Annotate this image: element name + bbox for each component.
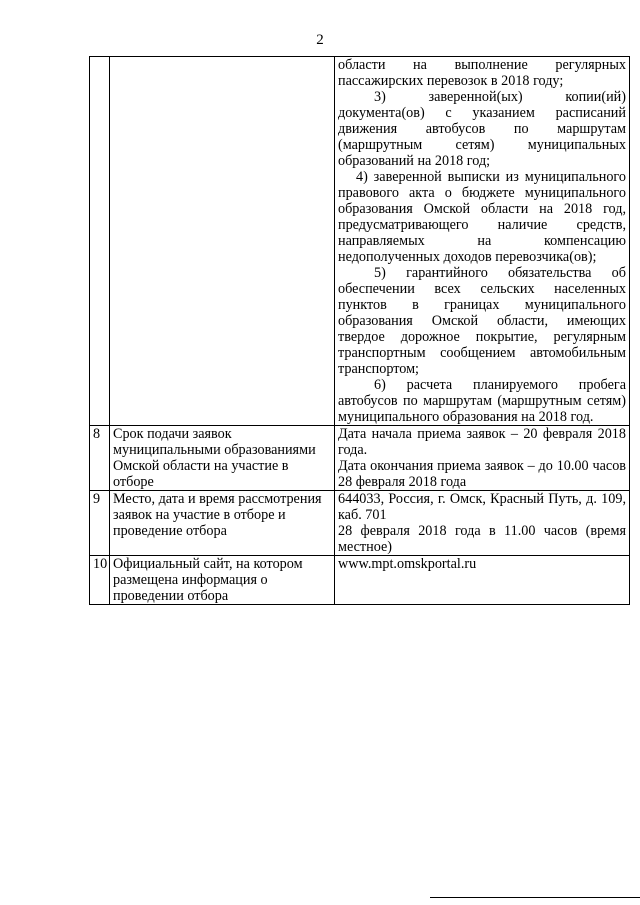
- page-number: 2: [316, 32, 324, 48]
- row-number-cell: 8: [90, 426, 110, 491]
- row-name-cell: Место, дата и время рассмотрения заявок на участие в отборе и проведение отбора: [110, 491, 335, 556]
- row-name-cell: Срок подачи заявок муниципальными образованиями Омской области на участие в отборе: [110, 426, 335, 491]
- table-row-10: [90, 556, 630, 605]
- page-edge-line: [430, 897, 640, 898]
- row-value-cell: [335, 491, 630, 556]
- paragraph: области на выполнение регулярных пассажирских перевозок в 2018 году;: [338, 57, 626, 89]
- paragraph: Дата окончания приема заявок – до 10.00 часов 28 февраля 2018 года: [338, 458, 626, 490]
- row-number-cell: 10: [90, 556, 110, 605]
- paragraph: 3) заверенной(ых) копии(ий) документа(ов) с указанием расписаний движения автобусов по маршрутам (маршрутным сетям) муниципальных образований на 2018 год;: [338, 89, 626, 169]
- paragraph: 4) заверенной выписки из муниципального правового акта о бюджете муниципального образования Омской области на 2018 год, предусматривающего наличие средств, направляемых на компенсацию недополученных доходов перевозчика(ов);: [338, 169, 626, 265]
- row-name-cell: [110, 57, 335, 426]
- row-number-cell: 9: [90, 491, 110, 556]
- paragraph: 644033, Россия, г. Омск, Красный Путь, д. 109, каб. 701: [338, 491, 626, 523]
- row-value-cell: [335, 57, 630, 426]
- website-link-text: www.mpt.omskportal.ru: [338, 556, 477, 572]
- paragraph: 5) гарантийного обязательства об обеспечении всех сельских населенных пунктов в границах муниципального образования Омской области, имеющих твердое дорожное покрытие, регулярным транспортным сообщением автомобильным транспортом;: [338, 265, 626, 377]
- paragraph: 28 февраля 2018 года в 11.00 часов (время местное): [338, 523, 626, 555]
- paragraph: Дата начала приема заявок – 20 февраля 2018 года.: [338, 426, 626, 458]
- table-row-9: [90, 491, 630, 556]
- row-number-cell: [90, 57, 110, 426]
- table-row-continuation: [90, 57, 630, 426]
- row-value-cell: [335, 556, 630, 605]
- paragraph: 6) расчета планируемого пробега автобусов по маршрутам (маршрутным сетям) муниципального образования на 2018 год.: [338, 377, 626, 425]
- document-table: [89, 56, 630, 605]
- row-name-cell: Официальный сайт, на котором размещена информация о проведении отбора: [110, 556, 335, 605]
- table-row-8: [90, 426, 630, 491]
- row-value-cell: [335, 426, 630, 491]
